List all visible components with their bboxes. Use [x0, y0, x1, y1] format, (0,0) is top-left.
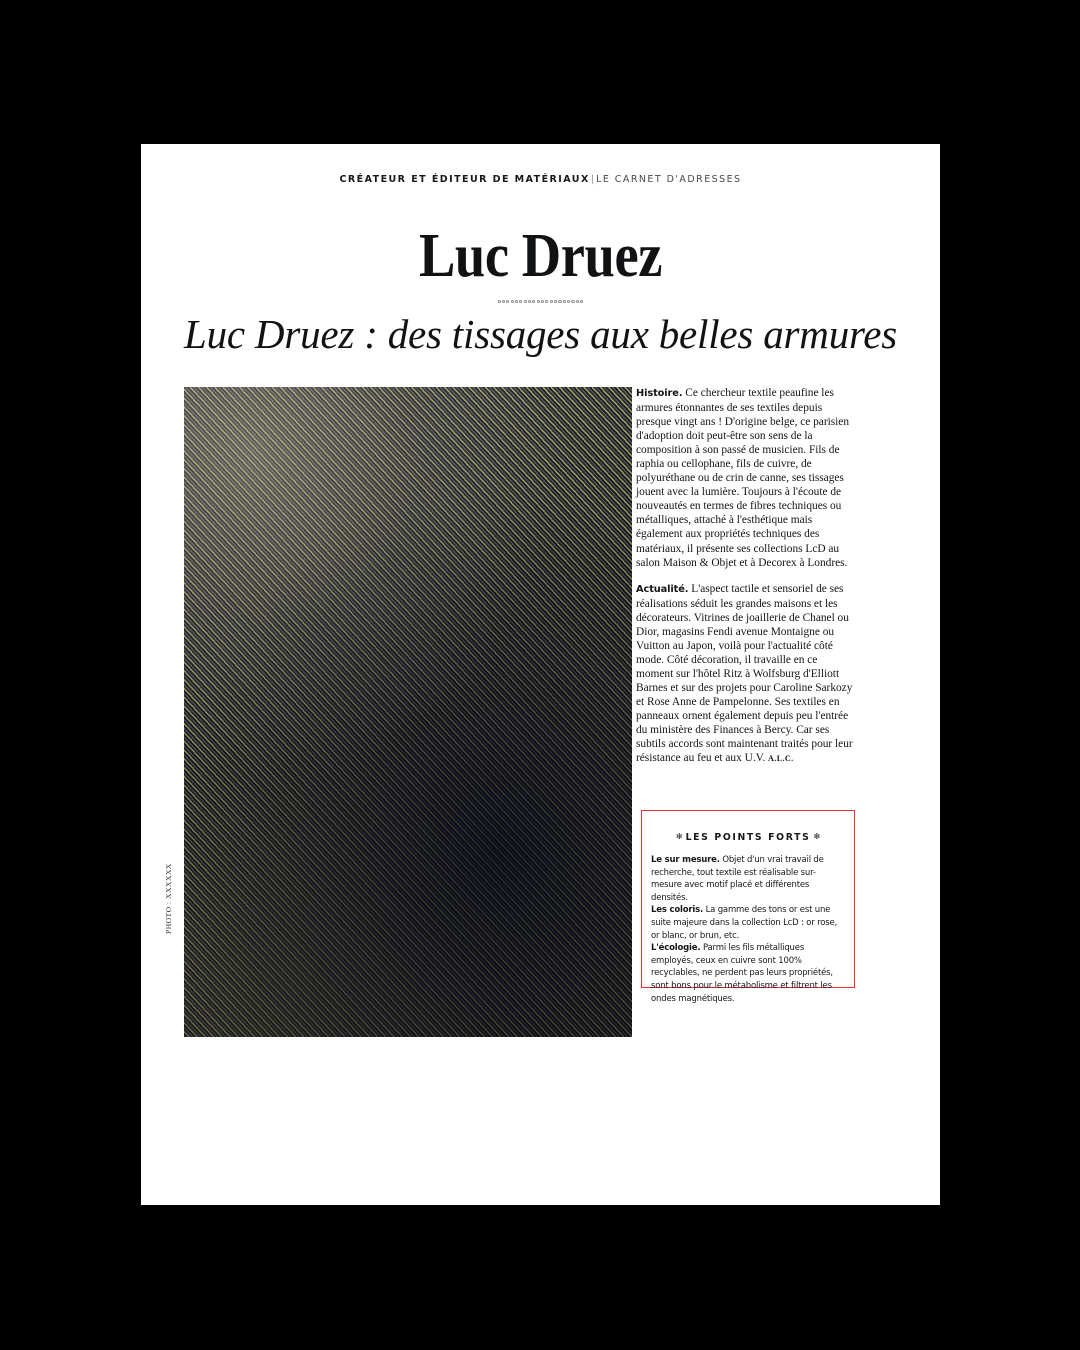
- point-text: La gamme des tons or est une suite majeure dans la collection LcD : or rose, or blanc, or brun, etc.: [651, 905, 838, 941]
- star-ornament-right: ✻: [813, 832, 821, 841]
- author-byline: A.L.C.: [768, 754, 794, 764]
- point-text: Parmi les fils métalliques employés, ceux en cuivre sont 100% recyclables, ne perdent pas leurs propriétés, sont bons pour le métabolisme et filtrent les ondes magnétiques.: [651, 943, 833, 1004]
- running-head-rubric: LE CARNET D'ADRESSES: [596, 174, 742, 185]
- star-ornament-left: ✻: [675, 832, 683, 841]
- point-text: Objet d'un vrai travail de recherche, tout textile est réalisable sur-mesure avec motif placé et différentes densités.: [651, 855, 824, 903]
- points-forts-title: [642, 832, 854, 843]
- paragraph-lead-in: Actualité.: [636, 583, 689, 595]
- paragraph-lead-in: Histoire.: [636, 388, 683, 399]
- page-title: Luc Druez: [418, 222, 663, 290]
- paragraph-body: L'aspect tactile et sensoriel de ses réalisations séduit les grandes maisons et les décorateurs. Vitrines de joaillerie de Chanel ou Dior, magasins Fendi avenue Montaigne ou Vuitton au Japon, voilà pour l'actualité côté mode. Côté décoration, il travaille en ce moment sur l'hôtel Ritz à Wolfsburg d'Elliott Barnes et sur des projets pour Caroline Sarkozy et Rose Anne de Pampelonne. Ses textiles en panneaux ornent également depuis peu l'entrée du ministère des Finances à Bercy. Car ses subtils accords sont maintenant traités pour leur résistance au feu et aux U.V.: [636, 582, 853, 765]
- dotted-rule-ornament: [498, 298, 584, 305]
- points-forts-items: [642, 854, 854, 1005]
- point-lead-in: Les coloris.: [651, 905, 704, 916]
- photo-lighting-overlay: [184, 387, 632, 1037]
- page-subtitle: Luc Druez : des tissages aux belles armures: [183, 311, 897, 357]
- paragraph-actualite: [636, 582, 854, 767]
- photo-credit: PHOTO : XXXXXX: [164, 863, 173, 934]
- points-forts-heading: LES POINTS FORTS: [685, 832, 811, 843]
- points-forts-box: [641, 810, 855, 1004]
- paragraph-histoire: [636, 386, 854, 570]
- paragraph-body: Ce chercheur textile peaufine les armures étonnantes de ses textiles depuis presque vingt ans ! D'origine belge, ce parisien d'adoption doit peut-être son sens de la composition à son passé de musicien. Fils de raphia ou cellophane, fils de cuivre, de polyuréthane ou de crin de canne, ses tissages jouent avec la lumière. Toujours à l'écoute de nouveautés en termes de fibres techniques ou métalliques, attaché à l'esthétique mais également aux propriétés techniques des matériaux, il présente ses collections LcD au salon Maison & Objet et à Decorex à Londres.: [636, 387, 850, 569]
- magazine-page: [141, 144, 940, 1205]
- article-column: [636, 386, 854, 778]
- textile-photo: [184, 387, 632, 1037]
- point-lead-in: L'écologie.: [651, 943, 701, 954]
- point-item-sur-mesure: [651, 854, 845, 904]
- point-item-ecologie: [651, 942, 845, 1005]
- running-head-section: CRÉATEUR ET ÉDITEUR DE MATÉRIAUX: [339, 174, 590, 185]
- running-head: [141, 169, 940, 187]
- point-lead-in: Le sur mesure.: [651, 855, 720, 865]
- running-head-separator: |: [590, 174, 596, 185]
- point-item-coloris: [651, 904, 845, 942]
